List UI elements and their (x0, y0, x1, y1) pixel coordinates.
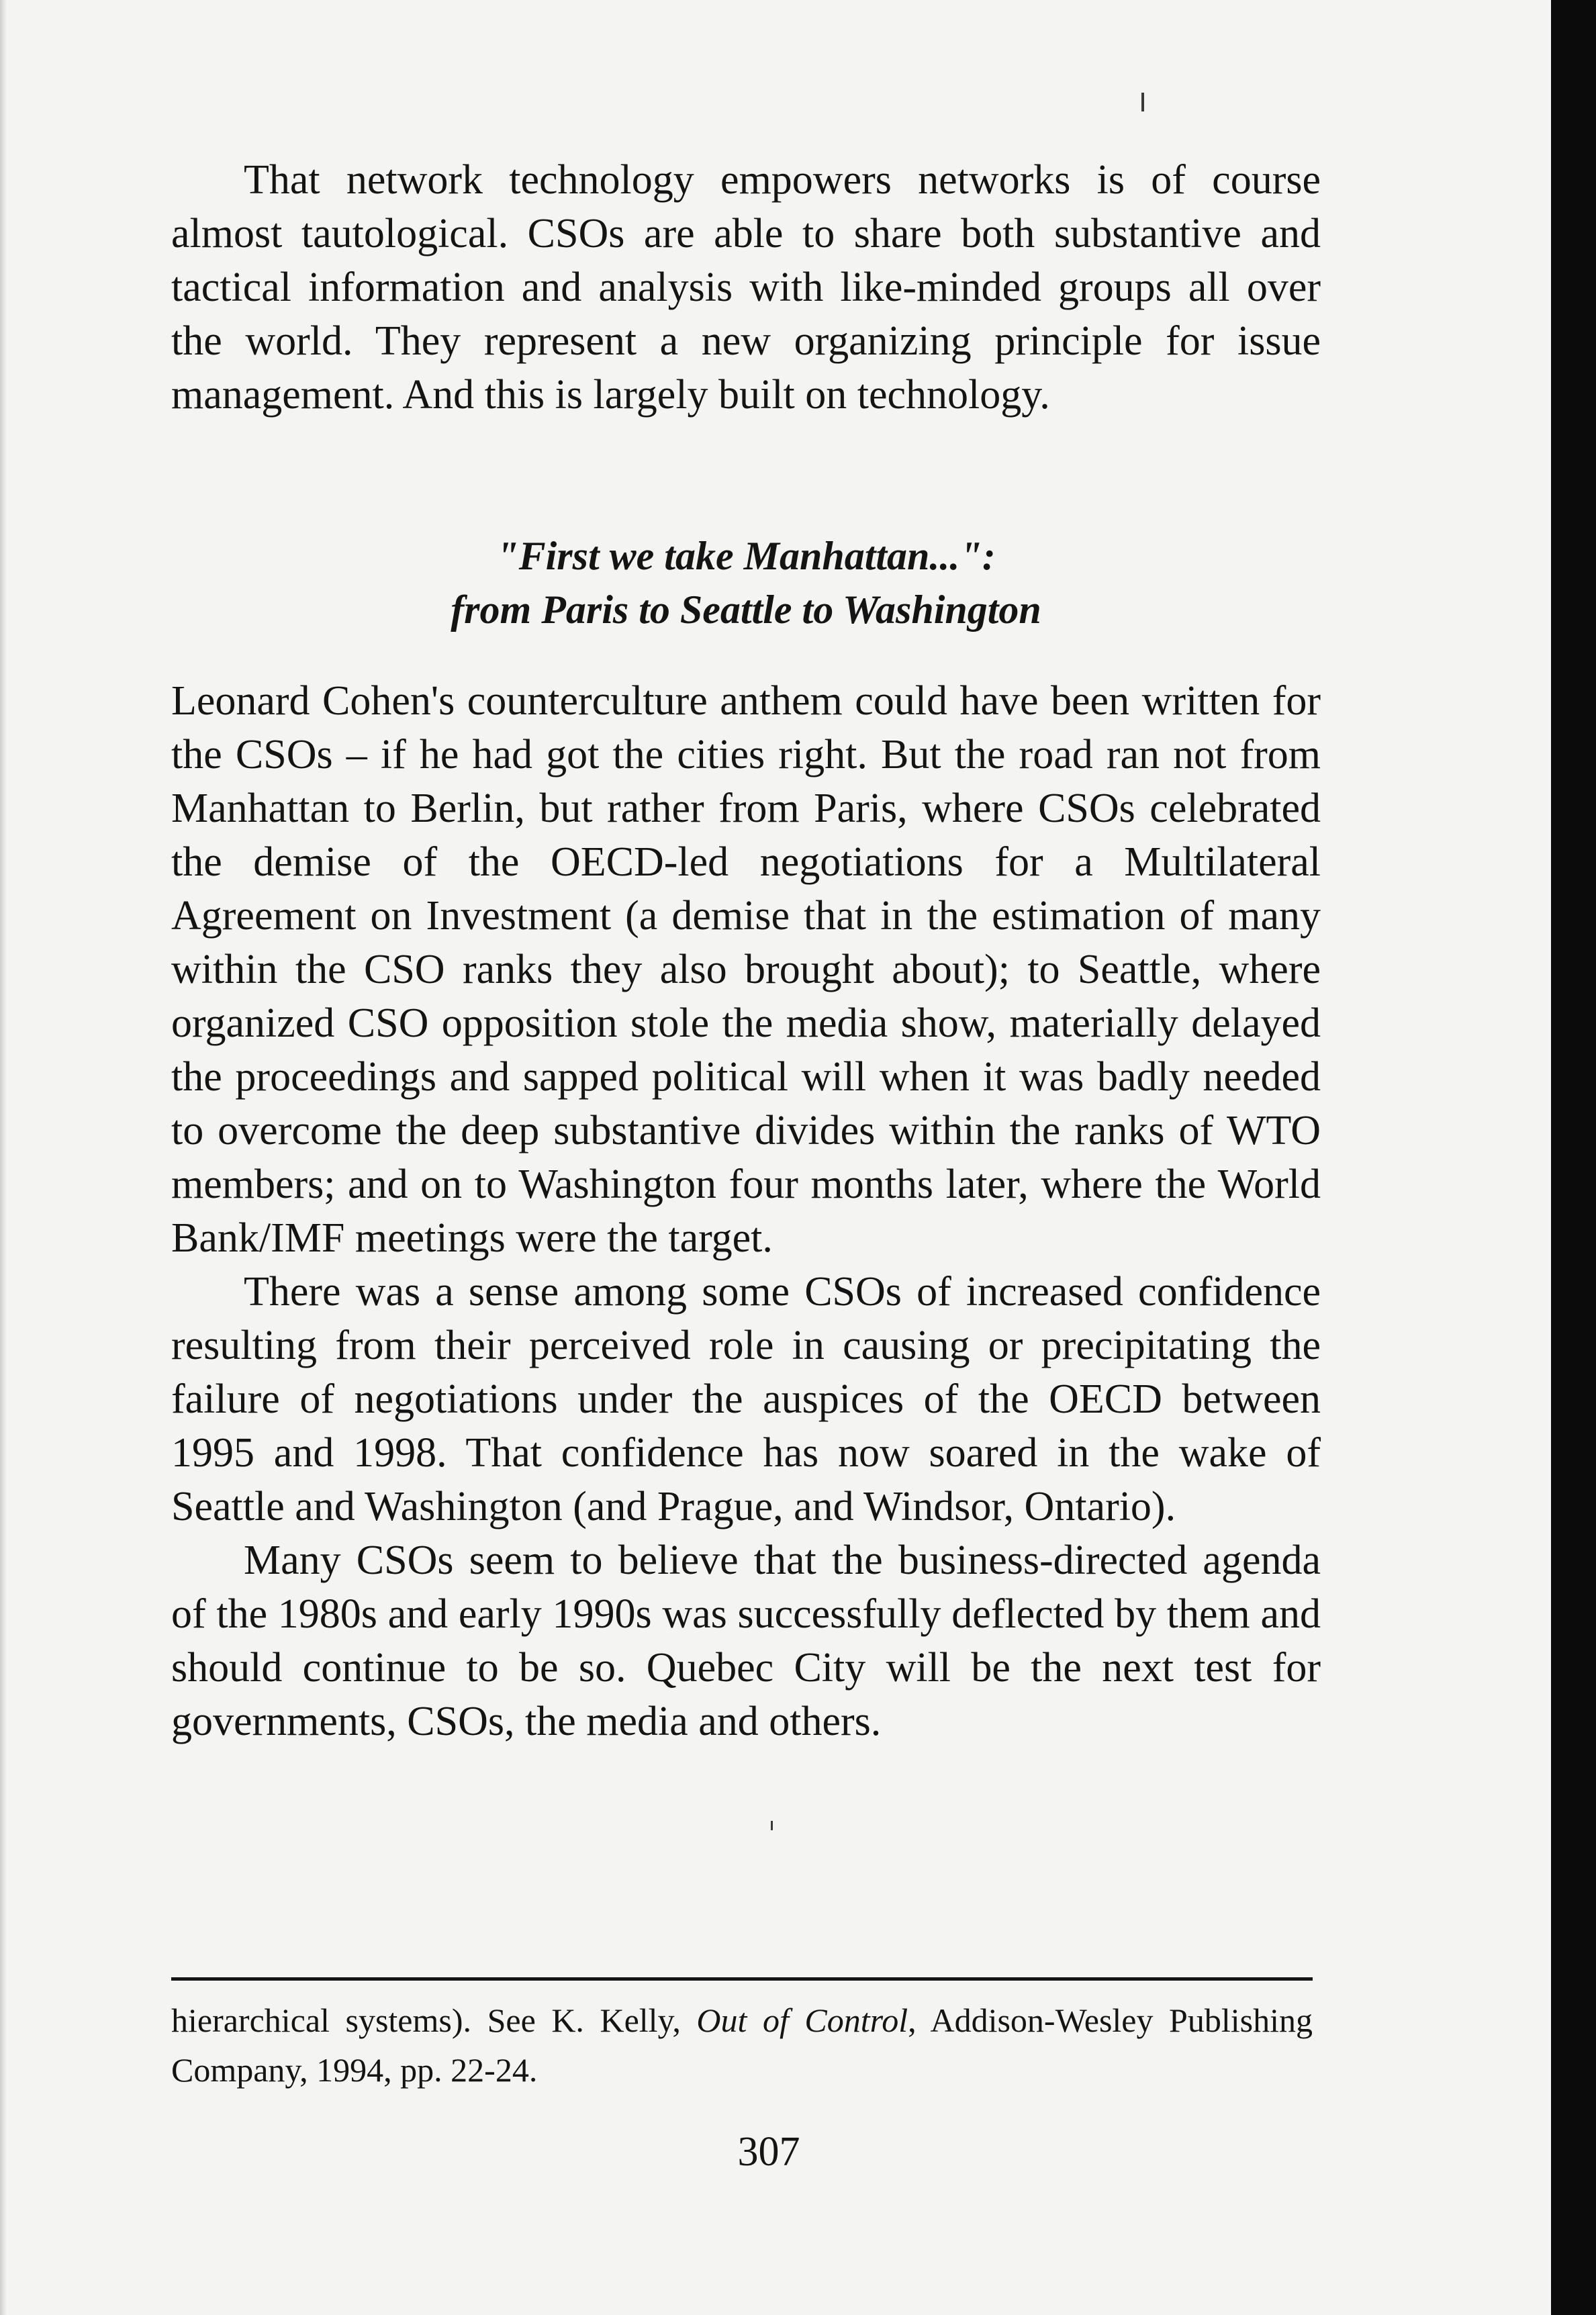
footnote-book-title: Out of Control (696, 2001, 908, 2039)
footnote-divider (171, 1977, 1313, 1981)
section-heading (171, 529, 1321, 636)
page-number: 307 (737, 2129, 800, 2175)
scan-black-edge (1551, 0, 1596, 2315)
section-heading-line-2: from Paris to Seattle to Washington (451, 587, 1041, 632)
section-heading-line-1: "First we take Manhattan...": (496, 534, 996, 578)
scan-speck (1141, 93, 1144, 111)
spacer (171, 636, 1321, 674)
paragraph-increased-confidence: There was a sense among some CSOs of increased confidence resulting from their perceived role in causing or precipitating the failure of negotiations under the auspices of the OECD between 1995 and 1998. That confidence has now soared in the wake of Seattle and Washington (and Prague, and Windsor, Ontario). (171, 1269, 1321, 1529)
page-left-shadow (0, 0, 7, 2315)
paragraph-business-agenda: Many CSOs seem to believe that the business-directed agenda of the 1980s and early 1990s was successfully deflected by them and should continue to be so. Quebec City will be the next test for governments, CSOs, the media and others. (171, 1538, 1321, 1744)
spacer (171, 422, 1321, 529)
footnote-text-after-title: , Addison-Wesley Publishing Company, 1994, pp. 22-24. (171, 2001, 1313, 2089)
paragraph-network-technology: That network technology empowers networks is of course almost tautological. CSOs are able to share both substantive and tactical information and analysis with like-minded groups all over the world. They represent a new organizing principle for issue management. And this is largely built on technology. (171, 157, 1321, 418)
scan-speck (771, 1821, 773, 1830)
page-body (171, 153, 1321, 1748)
paragraph-leonard-cohen: Leonard Cohen's counterculture anthem could have been written for the CSOs – if he had got the cities right. But the road ran not from Manhattan to Berlin, but rather from Paris, where CSOs celebrated the demise of the OECD-led negotiations for a Multilateral Agreement on Investment (a demise that in the estimation of many within the CSO ranks they also brought about); to Seattle, where organized CSO opposition stole the media show, materially delayed the proceedings and sapped political will when it was badly needed to overcome the deep substantive divides within the ranks of WTO members; and on to Washington four months later, where the World Bank/IMF meetings were the target. (171, 678, 1321, 1261)
footnote (171, 1995, 1313, 2095)
footnote-text-before-title: hierarchical systems). See K. Kelly, (171, 2001, 697, 2039)
